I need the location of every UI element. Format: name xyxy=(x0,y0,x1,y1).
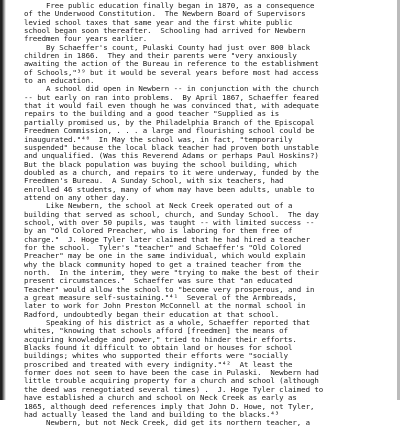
text-line: the deed was renegotiated several times) . J. Hoge Tyler claimed to xyxy=(24,384,324,394)
text-line: Speaking of his district as a whole, Schaeffer reported that xyxy=(24,318,310,328)
text-line: school, with over 50 pupils, was taught -- with limited success -- xyxy=(24,217,315,227)
text-line: to an education. xyxy=(24,76,95,86)
frame-left-edge xyxy=(0,0,6,400)
text-line: Radford, undoubtedly began their education at that school. xyxy=(24,309,280,319)
text-line: children in 1866. They and their parents were "very anxiously xyxy=(24,51,297,61)
text-line: for the school. Tyler's "teacher" and Schaeffer's "Old Colored xyxy=(24,242,302,252)
text-line: why the black community hoped to get a trained teacher from the xyxy=(24,259,302,269)
paragraph xyxy=(24,419,384,427)
text-line: A school did open in Newbern -- in conjunction with the church xyxy=(24,84,319,94)
text-line: by an "Old Colored Preacher, who is laboring for them free of xyxy=(24,226,293,236)
text-line: charge." J. Hoge Tyler later claimed that he had hired a teacher xyxy=(24,234,310,244)
text-line: attend on any other day. xyxy=(24,192,130,202)
text-line: little trouble acquiring property for a church and school (although xyxy=(24,376,319,386)
document-page xyxy=(24,1,384,428)
text-line: north. In the interim, they were "trying to make the best of their xyxy=(24,268,319,277)
paragraph xyxy=(24,319,384,419)
text-line: former does not seem to have been the case in Pulaski. Newbern had xyxy=(24,368,319,378)
text-line: have established a church and school on Neck Creek as early as xyxy=(24,393,297,403)
text-line: -- but early on ran into problems. By April 1867, Schaeffer feared xyxy=(24,92,319,102)
text-line: Like Newbern, the school at Neck Creek operated out of a xyxy=(24,201,293,211)
text-line: But the black population was buying the school building, which xyxy=(24,159,297,169)
text-line: later to work for John Preston McConnell at the normal school in xyxy=(24,301,306,311)
text-line: partially promised us, by the Philadelphia Branch of the Episcopal xyxy=(24,117,315,127)
text-line: and unqualified. (Was this Reverend Adams or perhaps Paul Hoskins?) xyxy=(24,151,319,161)
text-line: Newbern, but not Neck Creek, did get its northern teacher, a xyxy=(24,418,310,428)
text-line: buildings; whites who supported their efforts were "socially xyxy=(24,351,288,361)
text-line: Teacher" would allow the school to "become very prosperous, and in xyxy=(24,284,315,294)
paragraph xyxy=(24,2,384,44)
text-line: levied school taxes that same year and the first white public xyxy=(24,17,293,27)
text-line: inaugurated."⁴⁰ In May the school was, in fact, "temporarily xyxy=(24,134,293,144)
text-line: a great measure self-sustaining."⁴¹ Several of the Armbreads, xyxy=(24,293,297,303)
paragraph xyxy=(24,202,384,319)
text-line: By Schaeffer's count, Pulaski County had just over 800 black xyxy=(24,42,310,52)
text-line: Preacher" may be one in the same individual, which would explain xyxy=(24,251,306,261)
text-line: of Schools,"³⁹ but it would be several years before most had access xyxy=(24,67,319,77)
text-line: of the Underwood Constitution. The Newbern Board of Supervisors xyxy=(24,9,306,19)
text-line: whites, "knowing that schools afford [freedmen] the means of xyxy=(24,326,288,336)
text-line: present circumstances." Schaeffer was sure that "an educated xyxy=(24,276,293,286)
text-line: proscribed and treated with every indignity."⁴² At least the xyxy=(24,359,293,369)
text-line: had actually leased the land and building to the blacks.⁴³ xyxy=(24,409,280,419)
text-line: Freedmen's Bureau. A Sunday School, with six teachers, had xyxy=(24,176,284,186)
text-line: Freedmen Commission, . . . a large and flourishing school could be xyxy=(24,126,315,136)
text-line: Blacks found it difficult to obtain land or houses for school xyxy=(24,343,293,353)
text-line: 1865, although deed references imply that John D. Howe, not Tyler, xyxy=(24,401,315,411)
text-line: awaiting the action of the Bureau in reference to the establishment xyxy=(24,59,319,69)
text-line: that it would fail even though he was convinced that, with adequate xyxy=(24,101,319,111)
text-line: freedmen four years earlier. xyxy=(24,34,148,44)
text-line: school began soon thereafter. Schooling had arrived for Newbern xyxy=(24,26,306,36)
paragraph xyxy=(24,44,384,86)
text-line: acquiring knowledge and power," tried to hinder their efforts. xyxy=(24,334,297,344)
text-line: enrolled 46 students, many of whom may have been adults, unable to xyxy=(24,184,315,194)
text-line: building that served as school, church, and Sunday School. The day xyxy=(24,209,319,219)
text-line: Free public education finally began in 1870, as a consequence xyxy=(24,1,315,10)
paragraph xyxy=(24,85,384,202)
text-line: suspended" because the local black teacher had proven both unstable xyxy=(24,142,319,152)
text-line: doubled as a church, and repairs to it were underway, funded by the xyxy=(24,167,319,177)
text-line: repairs to the building and a good teacher "Supplied as is xyxy=(24,109,280,119)
